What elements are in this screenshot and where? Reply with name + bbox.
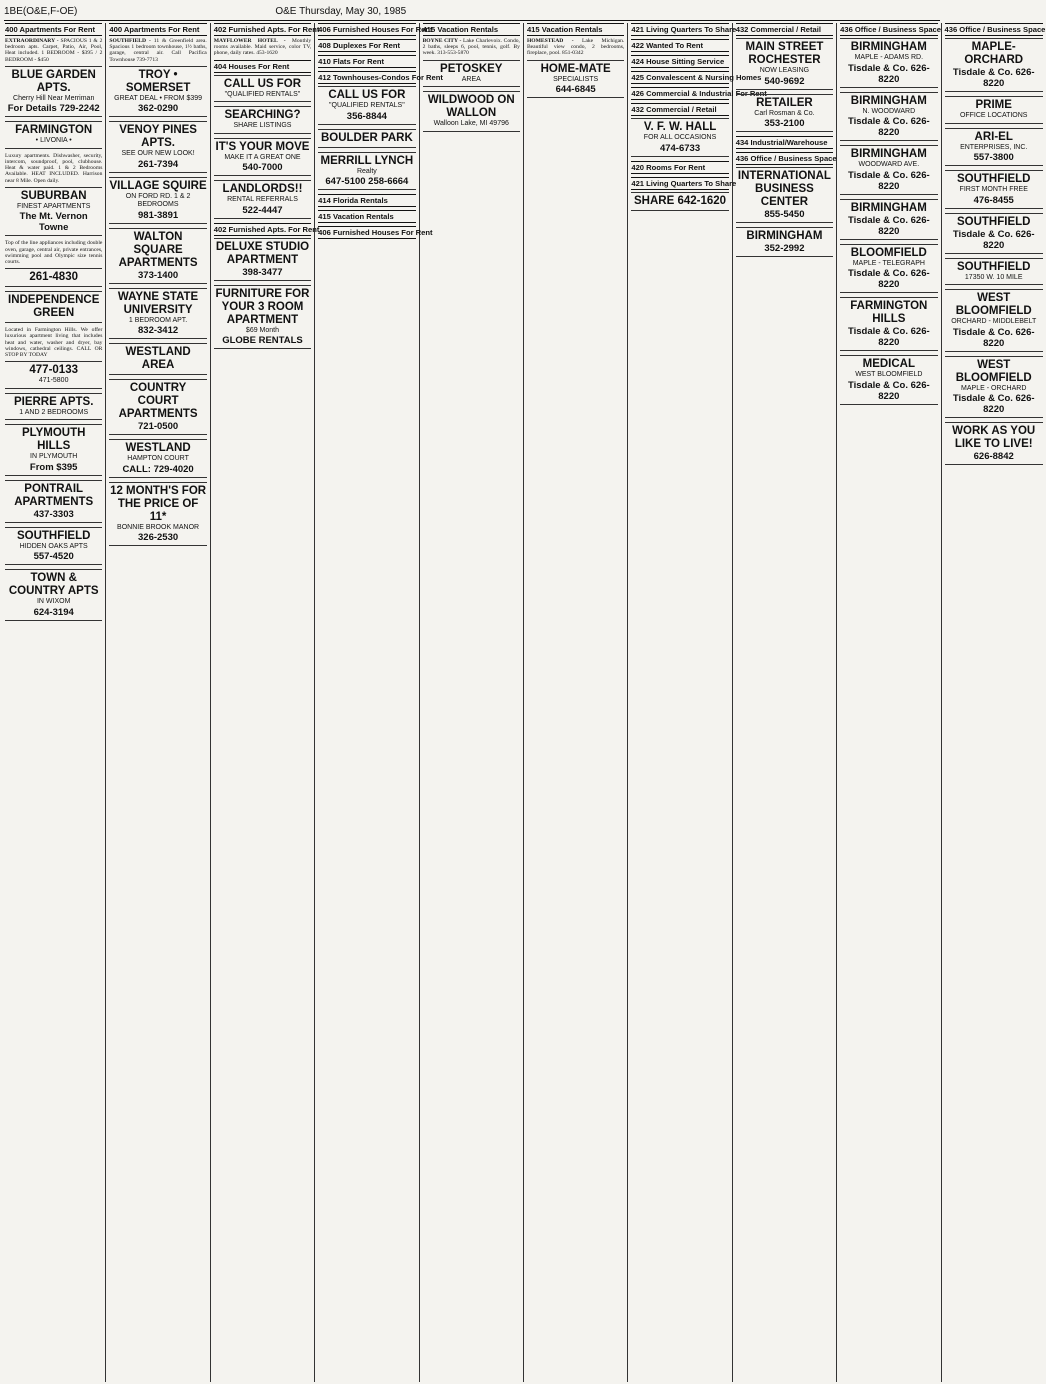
section-header: 404 Houses For Rent [214,60,311,73]
display-ad [109,379,206,435]
display-ad-line: 17350 W. 10 MILE [964,273,1023,281]
section-header: 412 Townhouses-Condos For Rent [318,73,443,82]
display-ad-line: MAKE IT A GREAT ONE [224,153,301,161]
ad-title: SOUTHFIELD - [109,38,154,44]
display-ad-line: DELUXE STUDIO APARTMENT [215,240,310,266]
display-ad-line: 261-7394 [138,158,179,170]
display-ad-line: From $395 [29,461,78,473]
display-ad-line: CALL US FOR [328,89,406,101]
display-ad-line: AREA [461,75,481,83]
display-ad-line: For Details 729-2242 [7,103,100,115]
display-ad [214,75,311,103]
ad-body: Luxury apartments. Dishwasher, security, intercom, soundproof, pool, clubhouse. Heat & water paid. 1 & 2 Bedrooms Available. HEAT INCLUDED. Harrison near 8 Mile. Open daily. [5,152,103,184]
display-ad-line: WAYNE STATE UNIVERSITY [117,290,199,316]
display-ad-line: LANDLORDS!! [222,183,303,196]
display-ad-line: BLUE GARDEN APTS. [11,68,96,94]
display-ad [5,424,102,476]
display-ad-line: 471-5800 [38,377,69,385]
display-ad [318,129,415,148]
display-ad-line: Tisdale & Co. 626-8220 [952,393,1035,415]
display-ad-line: BOULDER PARK [320,131,413,144]
classified-ad [5,38,102,63]
section-header: 432 Commercial / Retail [631,103,728,116]
display-ad-line: 373-1400 [138,269,179,281]
display-ad-line: FINEST APARTMENTS [16,202,91,210]
display-ad [5,527,102,566]
display-ad-line: 557-3800 [973,152,1014,163]
display-ad-line: 1 AND 2 BEDROOMS [19,408,89,416]
display-ad-line: • LIVONIA • [35,137,72,145]
classified-column [837,23,941,1382]
classified-column [420,23,524,1382]
display-ad-line: 626-8842 [973,451,1014,462]
display-ad [318,152,415,191]
display-ad-line: N. WOODWARD [862,107,916,115]
classified-column [2,23,106,1382]
display-ad [5,66,102,118]
display-ad [840,199,937,240]
section-header: 415 Vacation Rentals [318,210,415,223]
display-ad-line: 981-3891 [138,209,179,221]
display-ad-line: 624-3194 [33,606,74,618]
display-ad-line: TOWN & COUNTRY APTS [8,572,99,598]
ad-body: Top of the line appliances including double oven, garage, central air, private entrances, swimming pool and Olympic size tennis courts. [5,240,103,265]
display-ad [5,480,102,523]
display-ad-line: Tisdale & Co. 626-8220 [952,67,1035,89]
section-header: 400 Apartments For Rent [5,23,102,36]
display-ad [736,167,833,223]
display-ad [945,258,1043,286]
display-ad-line: NOW LEASING [759,67,810,74]
section-header: 422 Wanted To Rent [631,39,728,52]
display-ad-line: FARMINGTON [15,124,93,137]
display-ad [945,289,1043,352]
section-header: 420 Rooms For Rent [631,161,728,174]
ad-title: EXTRAORDINARY - [5,38,61,44]
section-header: 402 Furnished Apts. For Rent [213,224,320,234]
display-ad [214,180,311,219]
section-header: 415 Vacation Rentals [423,23,520,36]
display-ad-line: Realty [356,167,377,175]
display-ad-line: INDEPENDENCE GREEN [8,294,100,320]
display-ad-line: CALL US FOR [223,77,302,90]
display-ad [214,285,311,350]
display-ad-line: MEDICAL [862,358,916,370]
display-ad-line: 352-2992 [764,243,805,254]
display-ad [840,355,937,405]
classified-column [942,23,1046,1382]
display-ad-line: Tisdale & Co. 626-8220 [847,169,930,192]
display-ad-line: Tisdale & Co. 626-8220 [847,62,930,85]
display-ad [5,268,102,287]
display-ad-line: Tisdale & Co. 626-8220 [952,228,1035,251]
display-ad-line: BIRMINGHAM [746,230,823,242]
display-ad [527,60,624,99]
display-ad [945,213,1043,254]
display-ad-line: BIRMINGHAM [850,148,927,160]
display-ad-line: 522-4447 [242,204,283,216]
display-ad [5,121,102,149]
display-ad-line: MERRILL LYNCH [320,154,414,167]
classified-ad [5,327,102,358]
display-ad-line: GREAT DEAL • FROM $399 [114,94,203,102]
display-ad-line: 540-9692 [764,75,805,87]
display-ad-line: FOR ALL OCCASIONS [643,134,717,141]
display-ad-line: 12 MONTH'S FOR THE PRICE OF 11* [110,484,207,523]
display-ad [945,170,1043,209]
section-header: 406 Furnished Houses For Rent [318,25,433,34]
display-ad-line: Tisdale & Co. 626-8220 [847,379,930,402]
display-ad [109,343,206,375]
masthead [4,2,940,21]
display-ad-line: GLOBE RENTALS [222,335,303,347]
display-ad-line: WEST BLOOMFIELD [955,292,1032,317]
display-ad-line: BIRMINGHAM [850,201,927,214]
display-ad-line: Tisdale & Co. 626-8220 [847,116,930,138]
display-ad [318,86,415,125]
ad-body: SPACIOUS 1 & 2 bedroom apts. Carpet, Patio, Air, Pool, Heat included. 1 BEDROOM - $395 / 2 BEDROOM - $450 [5,38,103,63]
display-ad [840,92,937,142]
display-ad-line: SUBURBAN [20,189,87,202]
display-ad-line: WESTLAND [125,442,191,455]
display-ad-line: 261-4830 [29,271,78,284]
page-code: 1BE(O&E,F-OE) [4,5,78,17]
display-ad-line: HIDDEN OAKS APTS [19,542,88,550]
section-header: 424 House Sitting Service [631,55,728,68]
section-header: 400 Apartments For Rent [109,23,206,36]
section-header: 432 Commercial / Retail [736,23,833,36]
display-ad-line: 362-0290 [138,103,179,115]
display-ad-line: 474-6733 [659,142,701,154]
display-ad-line: WORK AS YOU LIKE TO LIVE! [952,425,1036,450]
display-ad-line: MAIN STREET ROCHESTER [745,41,824,66]
display-ad-line: FIRST MONTH FREE [959,186,1028,193]
display-ad [5,569,102,621]
ad-title: MAYFLOWER HOTEL - [213,38,292,44]
section-header: 414 Florida Rentals [318,194,415,207]
ad-body: 11 & Greenfield area. Spacious 1 bedroom townhouse, 1½ baths, garage, central air. Call Pacifica Townhouse 739-7713 [109,38,207,63]
display-ad [840,38,937,88]
display-ad-line: FURNITURE FOR YOUR 3 ROOM APARTMENT [215,287,310,326]
display-ad-line: ON FORD RD. 1 & 2 BEDROOMS [125,192,191,209]
classified-column [106,23,210,1382]
display-ad-line: SHARE 642-1620 [634,194,727,207]
ad-body: Lake Michigan. Beautiful view condo, 2 bedrooms, fireplace, pool. 851-0342 [526,38,625,57]
display-ad-line: SPECIALISTS [553,75,599,83]
display-ad-line: Cherry Hill Near Merriman [13,94,95,102]
display-ad [5,187,102,237]
display-ad-line: The Mt. Vernon Towne [19,211,88,234]
display-ad [5,361,102,389]
display-ad-line: ARI-EL [974,130,1013,143]
display-ad-line: FARMINGTON HILLS [850,300,928,325]
display-ad-line: V. F. W. HALL [643,121,717,133]
display-ad-line: MAPLE - ADAMS RD. [854,54,924,61]
display-ad-line: 832-3412 [138,325,179,337]
section-header: 426 Commercial & Industrial For Rent [631,89,767,98]
display-ad [5,393,102,421]
display-ad-line: 477-0133 [29,364,78,377]
classified-column [524,23,628,1382]
display-ad-line: 644-6845 [555,84,596,96]
display-ad [214,238,311,281]
display-ad-line: Tisdale & Co. 626-8220 [847,268,930,290]
classified-column [628,23,767,1382]
display-ad-line: WEST BLOOMFIELD [955,358,1032,384]
display-ad [214,106,311,134]
display-ad-line: SOUTHFIELD [956,215,1031,228]
display-ad-line: MAPLE - ORCHARD [961,384,1027,392]
display-ad [840,145,937,195]
display-ad [109,439,206,478]
display-ad-line: 437-3303 [33,508,74,520]
display-ad-line: SEARCHING? [224,109,301,122]
display-ad-line: OFFICE LOCATIONS [959,112,1028,119]
classified-ad [109,38,206,63]
display-ad-line: 326-2530 [138,532,179,544]
display-ad-line: HAMPTON COURT [127,455,189,463]
display-ad-line: PONTRAIL APARTMENTS [14,482,94,508]
display-ad-line: Tisdale & Co. 626-8220 [952,326,1035,349]
display-ad [631,118,728,157]
display-ad-line: MAPLE-ORCHARD [964,41,1024,66]
display-ad-line: WOODWARD AVE. [858,161,920,168]
section-header: 425 Convalescent & Nursing Homes [631,73,762,82]
display-ad-line: Carl Rosman & Co. [754,109,815,117]
display-ad [945,128,1043,167]
section-header: 415 Vacation Rentals [527,23,624,36]
display-ad-line: PRIME [975,99,1012,111]
section-header: 436 Office / Business Space [944,25,1046,34]
classified-ad [423,38,520,57]
display-ad-line: 721-0500 [138,421,179,433]
display-ad [109,177,206,224]
display-ad [109,228,206,284]
display-ad-line: BONNIE BROOK MANOR [117,523,200,531]
display-ad [423,60,520,88]
section-header: 402 Furnished Apts. For Rent [213,25,320,34]
section-header: 436 Office / Business Space [840,25,942,34]
display-ad-line: COUNTRY COURT APARTMENTS [118,382,198,421]
classified-column [733,23,837,1382]
ad-title: HOMESTEAD - [526,38,582,44]
display-ad-line: 855-5450 [764,209,805,220]
display-ad-line: "QUALIFIED RENTALS" [224,90,301,98]
display-ad [631,192,728,211]
section-header: 406 Furnished Houses For Rent [318,228,433,237]
display-ad-line: Tisdale & Co. 626-8220 [847,214,930,237]
display-ad-line: BLOOMFIELD [850,246,927,259]
display-ad-line: MAPLE - TELEGRAPH [852,259,925,267]
display-ad [109,288,206,340]
classified-ad [5,240,102,265]
display-ad [945,356,1043,419]
section-header: 408 Duplexes For Rent [318,39,415,52]
display-ad [736,94,833,133]
display-ad-line: SOUTHFIELD [16,529,91,542]
display-ad-line: CALL: 729-4020 [122,463,194,475]
display-ad [840,297,937,351]
display-ad [945,422,1043,465]
display-ad-line: 398-3477 [242,266,283,278]
display-ad-line: RETAILER [756,96,813,109]
display-ad-line: ORCHARD - MIDDLEBELT [951,318,1037,325]
display-ad [840,244,937,294]
classified-ad [214,38,311,57]
display-ad-line: PETOSKEY [440,62,503,75]
ad-title: BOYNE CITY - [422,38,463,44]
display-ad-line: WILDWOOD ON WALLON [427,94,515,120]
display-ad-line: 476-8455 [973,194,1014,206]
ad-body: Lake Charlevoix. Condo, 2 baths, sleeps 6, pool, tennis, golf. By week. 313-553-5870 [422,38,520,57]
display-ad [109,66,206,118]
display-ad-line: PIERRE APTS. [13,395,94,408]
paper-date: O&E Thursday, May 30, 1985 [275,5,407,17]
display-ad-line: 557-4520 [33,551,74,563]
display-ad-line: VENOY PINES APTS. [119,124,197,150]
display-ad [109,482,206,547]
display-ad-line: WALTON SQUARE APARTMENTS [118,230,198,269]
section-header: 410 Flats For Rent [318,55,415,68]
display-ad [109,121,206,173]
section-header: 434 Industrial/Warehouse [736,136,833,149]
ad-body: Located in Farmington Hills. We offer luxurious apartment living that includes heat and water, washer and dryer, bay windows, cathedral ceilings. CALL OR STOP BY TODAY [5,327,103,358]
display-ad-line: 540-7000 [242,162,283,174]
display-ad-line: $69 Month [245,326,280,334]
display-ad [736,38,833,90]
display-ad-line: SHARE LISTINGS [233,122,292,130]
display-ad [945,96,1043,124]
display-ad [214,138,311,177]
display-ad-line: 647-5100 258-6664 [325,176,409,187]
display-ad-line: SOUTHFIELD [956,173,1031,185]
display-ad [945,38,1043,92]
display-ad-line: Tisdale & Co. 626-8220 [847,326,930,348]
section-header: 421 Living Quarters To Share [631,178,737,188]
display-ad-line: TROY • SOMERSET [125,68,191,94]
section-header: 421 Living Quarters To Share [631,25,737,34]
display-ad-line: "QUALIFIED RENTALS" [329,102,405,109]
display-ad-line: IN WIXOM [36,598,71,606]
display-ad-line: INTERNATIONAL BUSINESS CENTER [737,170,831,208]
display-ad-line: HOME-MATE [540,62,611,75]
display-ad-line: 353-2100 [764,118,805,129]
classified-column [211,23,320,1382]
display-ad-line: RENTAL REFERRALS [227,196,298,204]
display-ad-line: ENTERPRISES, INC. [960,143,1028,151]
display-ad-line: PLYMOUTH HILLS [21,427,86,453]
display-ad [736,227,833,257]
classified-ad [527,38,624,57]
classified-ad [5,153,102,184]
classified-columns [2,23,1046,1382]
display-ad-line: WEST BLOOMFIELD [855,371,923,378]
display-ad-line: WESTLAND AREA [125,346,191,372]
section-header: 436 Office / Business Space [735,154,837,163]
display-ad-line: IN PLYMOUTH [30,453,78,461]
display-ad [423,91,520,132]
display-ad-line: SOUTHFIELD [956,260,1031,273]
display-ad-line: BIRMINGHAM [850,94,927,107]
display-ad-line: BIRMINGHAM [850,41,927,53]
display-ad-line: 356-8844 [346,110,387,122]
ad-body: Monthly rooms available. Maid service, color TV, phone, daily rates. 453-1620 [213,38,312,57]
display-ad-line: IT'S YOUR MOVE [215,140,310,153]
display-ad-line: 1 BEDROOM APT. [128,316,188,324]
display-ad [5,291,102,323]
display-ad-line: VILLAGE SQUIRE [109,179,207,192]
display-ad-line: SEE OUR NEW LOOK! [121,150,195,158]
display-ad-line: Walloon Lake, MI 49796 [433,120,509,128]
